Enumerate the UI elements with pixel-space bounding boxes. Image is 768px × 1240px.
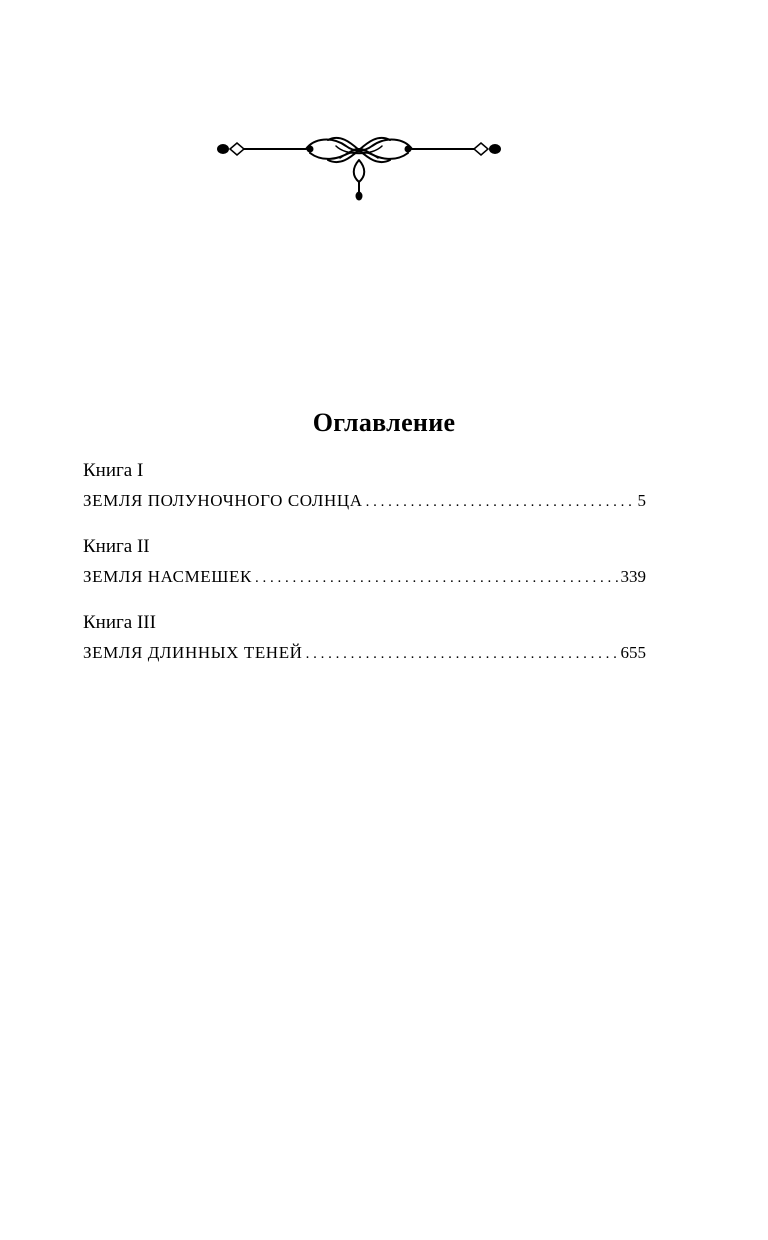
toc-book-2 (83, 532, 646, 592)
toc-entry-page: 339 (620, 567, 646, 586)
toc-entry-title: ЗЕМЛЯ ДЛИННЫХ ТЕНЕЙ (83, 643, 303, 662)
dot-leader (255, 563, 618, 593)
toc-entry[interactable] (83, 486, 646, 516)
toc-entry-title: ЗЕМЛЯ ПОЛУНОЧНОГО СОЛНЦА (83, 491, 363, 510)
page-title: Оглавление (312, 408, 456, 437)
book-label: Книга III (83, 612, 156, 633)
toc-entry-page: 5 (637, 491, 646, 510)
toc-entry-page: 655 (620, 643, 646, 662)
dot-leader (306, 639, 618, 669)
decorative-scroll-ornament-icon (210, 126, 508, 210)
dot-leader (366, 487, 635, 517)
toc-entry-title: ЗЕМЛЯ НАСМЕШЕК (83, 567, 252, 586)
toc-entry[interactable] (83, 562, 646, 592)
toc-book-1 (83, 456, 646, 516)
book-label: Книга I (83, 460, 144, 481)
toc-entry[interactable] (83, 638, 646, 668)
book-label: Книга II (83, 536, 150, 557)
toc-book-3 (83, 608, 646, 668)
table-of-contents (83, 456, 646, 668)
